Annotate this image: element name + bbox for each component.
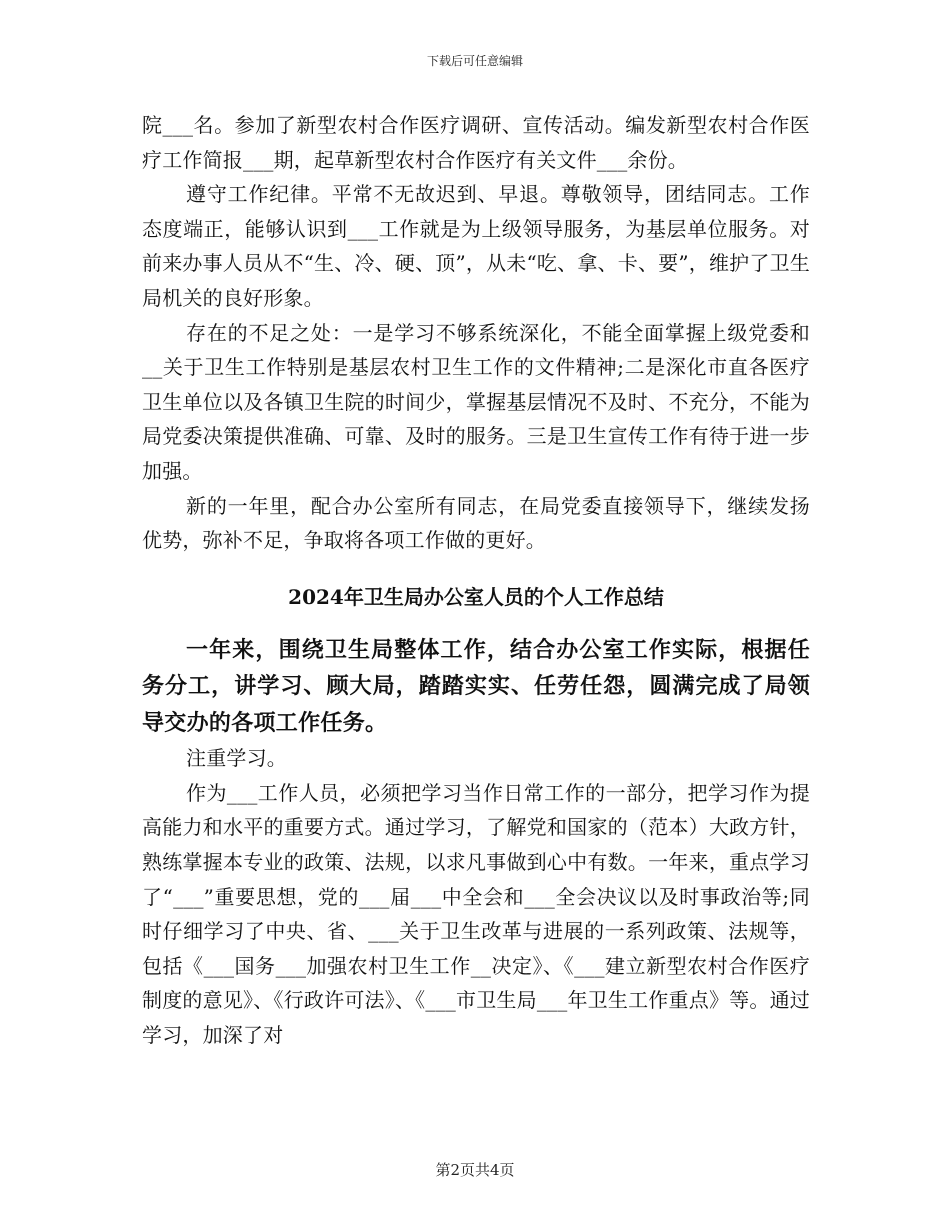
document-body <box>142 108 810 1053</box>
paragraph-top-1: 院___名。参加了新型农村合作医疗调研、宣传活动。编发新型农村合作医疗工作简报___期，起草新型农村合作医疗有关文件___余份。 <box>142 113 810 172</box>
bold-intro-paragraph: 一年来，围绕卫生局整体工作，结合办公室工作实际，根据任务分工，讲学习、顾大局，踏踏实实、任劳任怨，圆满完成了局领导交办的各项工作任务。 <box>142 636 810 736</box>
paragraph-top-2: 遵守工作纪律。平常不无故迟到、早退。尊敬领导，团结同志。工作态度端正，能够认识到___工作就是为上级领导服务，为基层单位服务。对前来办事人员从不“生、冷、硬、顶”，从未“吃、拿、卡、要”，维护了卫生局机关的良好形象。 <box>142 182 810 310</box>
paragraph-bottom-2: 作为___工作人员，必须把学习当作日常工作的一部分，把学习作为提高能力和水平的重要方式。通过学习，了解党和国家的（范本）大政方针，熟练掌握本专业的政策、法规，以求凡事做到心中有数。一年来，重点学习了“___”重要思想，党的___届___中全会和___全会决议以及时事政治等;同时仔细学习了中央、省、___关于卫生改革与进展的一系列政策、法规等，包括《___国务___加强农村卫生工作__决定》、《___建立新型农村合作医疗制度的意见》、《行政许可法》、《___市卫生局___年卫生工作重点》等。通过学习，加深了对 <box>142 780 810 1047</box>
paragraph-top-4: 新的一年里，配合办公室所有同志，在局党委直接领导下，继续发扬优势，弥补不足，争取将各项工作做的更好。 <box>142 493 810 553</box>
paragraph-top-3: 存在的不足之处：一是学习不够系统深化，不能全面掌握上级党委和__关于卫生工作特别是基层农村卫生工作的文件精神;二是深化市直各医疗卫生单位以及各镇卫生院的时间少，掌握基层情况不及时、不充分，不能为局党委决策提供准确、可靠、及时的服务。三是卫生宣传工作有待于进一步加强。 <box>142 320 810 483</box>
page-header: 下载后可任意编辑 <box>426 54 523 68</box>
section-title: 2024年卫生局办公室人员的个人工作总结 <box>288 584 664 609</box>
page-footer: 第2页共4页 <box>435 1161 515 1179</box>
paragraph-bottom-1: 注重学习。 <box>186 746 287 771</box>
